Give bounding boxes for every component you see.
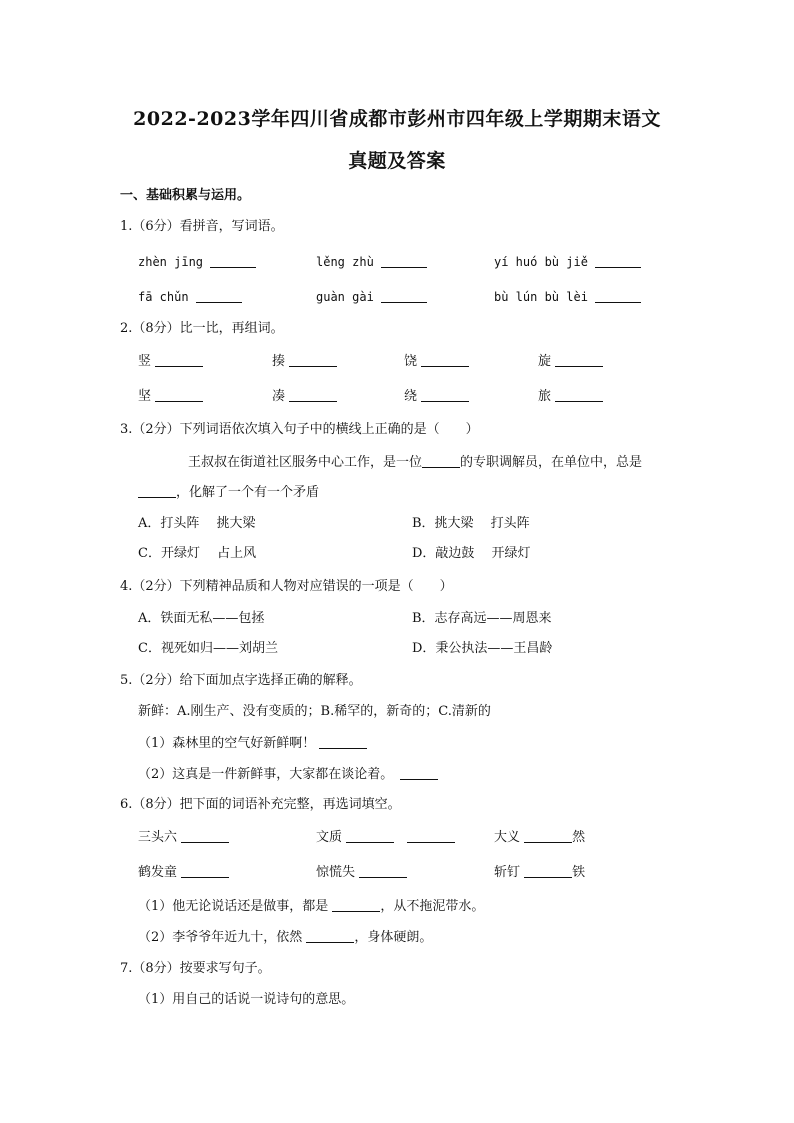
q3-option-c[interactable]: C．开绿灯 占上风 (138, 546, 257, 561)
q5-definition: 新鲜：A.刚生产、没有变质的；B.稀罕的，新奇的；C.清新的 (138, 704, 491, 719)
q4-option-d[interactable]: D．秉公执法——王昌龄 (412, 641, 553, 656)
answer-blank[interactable] (421, 388, 469, 402)
q1-pinyin-item (494, 288, 641, 306)
q2-char: 旋 (538, 354, 552, 369)
q1-pinyin-text: zhèn jīng (138, 255, 204, 269)
q3-option-a[interactable]: A．打头阵 挑大梁 (138, 516, 256, 531)
answer-blank[interactable] (210, 254, 256, 268)
q7-sub1: （1）用自己的话说一说诗句的意思。 (138, 992, 355, 1007)
answer-blank[interactable] (155, 388, 203, 402)
answer-blank[interactable] (138, 484, 176, 498)
q4-option-c[interactable]: C．视死如归——刘胡兰 (138, 641, 278, 656)
q1-pinyin-item (316, 253, 427, 271)
answer-blank[interactable] (332, 898, 380, 912)
q4-option-a[interactable]: A．铁面无私——包拯 (138, 611, 265, 626)
q1-pinyin-text: yí huó bù jiě (494, 255, 588, 269)
answer-blank[interactable] (181, 829, 229, 843)
answer-blank[interactable] (306, 929, 354, 943)
q3-stem: 3.（2分）下列词语依次填入句子中的横线上正确的是（ ） (120, 422, 479, 437)
q2-char: 凑 (272, 389, 286, 404)
answer-blank[interactable] (381, 289, 427, 303)
answer-blank[interactable] (400, 766, 438, 780)
q2-char-item (272, 353, 337, 371)
q4-stem: 4.（2分）下列精神品质和人物对应错误的一项是（ ） (120, 579, 453, 594)
answer-blank[interactable] (555, 388, 603, 402)
q6-idiom-part: 大义 (494, 830, 521, 845)
q7-stem: 7.（8分）按要求写句子。 (120, 961, 271, 976)
answer-blank[interactable] (555, 353, 603, 367)
answer-blank[interactable] (524, 864, 572, 878)
q6-idiom-item (494, 864, 585, 882)
q3-option-d[interactable]: D．敲边鼓 开绿灯 (412, 546, 531, 561)
q3-sentence-part: 的专职调解员，在单位中，总是 (460, 455, 643, 470)
q6-idiom-item (138, 864, 229, 882)
answer-blank[interactable] (155, 353, 203, 367)
q6-idiom-item (316, 829, 455, 847)
answer-blank[interactable] (319, 735, 367, 749)
answer-blank[interactable] (381, 254, 427, 268)
q6-idiom-item (316, 864, 407, 882)
q6-idiom-part: 铁 (572, 865, 586, 880)
answer-blank[interactable] (289, 388, 337, 402)
q6-sub1-text: （1）他无论说话还是做事，都是 (138, 899, 329, 914)
q3-sentence-part: 王叔叔在街道社区服务中心工作，是一位 (188, 455, 423, 470)
section-heading: 一、基础积累与运用。 (120, 188, 251, 203)
q6-stem: 6.（8分）把下面的词语补充完整，再选词填空。 (120, 797, 401, 812)
q4-option-b[interactable]: B．志存高远——周恩来 (412, 611, 552, 626)
q2-char: 绕 (404, 389, 418, 404)
answer-blank[interactable] (595, 254, 641, 268)
q6-sub2 (138, 929, 432, 947)
q6-idiom-part: 鹤发童 (138, 865, 178, 880)
q6-sub1-text: ，从不拖泥带水。 (380, 899, 485, 914)
q5-stem: 5.（2分）给下面加点字选择正确的解释。 (120, 673, 362, 688)
q2-char: 竖 (138, 354, 152, 369)
q2-char-item (538, 353, 603, 371)
q6-idiom-part: 然 (572, 830, 586, 845)
q5-sub1 (138, 735, 367, 753)
q3-option-b[interactable]: B．挑大梁 打头阵 (412, 516, 530, 531)
q2-char: 旅 (538, 389, 552, 404)
answer-blank[interactable] (595, 289, 641, 303)
document-title-line2: 真题及答案 (348, 150, 446, 172)
q2-char-item (272, 388, 337, 406)
q1-pinyin-item (494, 253, 641, 271)
q1-pinyin-text: bù lún bù lèi (494, 290, 588, 304)
q3-sentence-line1 (188, 454, 642, 472)
q1-pinyin-item (138, 253, 256, 271)
q2-char: 揍 (272, 354, 286, 369)
q6-sub2-text: ，身体硬朗。 (354, 930, 433, 945)
q5-sub1-text: （1）森林里的空气好新鲜啊！ (138, 736, 316, 751)
answer-blank[interactable] (346, 829, 394, 843)
q6-idiom-part: 惊慌失 (316, 865, 356, 880)
q5-sub2-text: （2）这真是一件新鲜事，大家都在谈论着。 (138, 767, 387, 782)
q1-pinyin-text: guàn gài (316, 290, 374, 304)
q6-idiom-part: 三头六 (138, 830, 178, 845)
q3-sentence-line2 (138, 484, 319, 502)
q2-char-item (138, 353, 203, 371)
q1-stem: 1.（6分）看拼音，写词语。 (120, 219, 284, 234)
q6-sub1 (138, 898, 484, 916)
answer-blank[interactable] (359, 864, 407, 878)
answer-blank[interactable] (196, 289, 242, 303)
q1-pinyin-item (138, 288, 242, 306)
q6-idiom-item (138, 829, 229, 847)
q5-sub2 (138, 766, 438, 784)
q6-idiom-part: 斩钉 (494, 865, 521, 880)
document-title-line1: 2022-2023学年四川省成都市彭州市四年级上学期期末语文 (133, 108, 661, 130)
q2-char-item (138, 388, 203, 406)
answer-blank[interactable] (524, 829, 572, 843)
q1-pinyin-text: fā chǔn (138, 290, 189, 304)
q1-pinyin-text: lěng zhù (316, 255, 374, 269)
q6-idiom-part: 文质 (316, 830, 343, 845)
q1-pinyin-item (316, 288, 427, 306)
q2-char-item (404, 353, 469, 371)
q2-char: 饶 (404, 354, 418, 369)
answer-blank[interactable] (407, 829, 455, 843)
q6-idiom-item (494, 829, 585, 847)
q3-sentence-part: ，化解了一个有一个矛盾 (176, 485, 320, 500)
answer-blank[interactable] (421, 353, 469, 367)
answer-blank[interactable] (422, 454, 460, 468)
q2-stem: 2.（8分）比一比，再组词。 (120, 321, 284, 336)
q6-sub2-text: （2）李爷爷年近九十，依然 (138, 930, 303, 945)
q2-char-item (404, 388, 469, 406)
answer-blank[interactable] (289, 353, 337, 367)
q2-char-item (538, 388, 603, 406)
answer-blank[interactable] (181, 864, 229, 878)
q2-char: 坚 (138, 389, 152, 404)
